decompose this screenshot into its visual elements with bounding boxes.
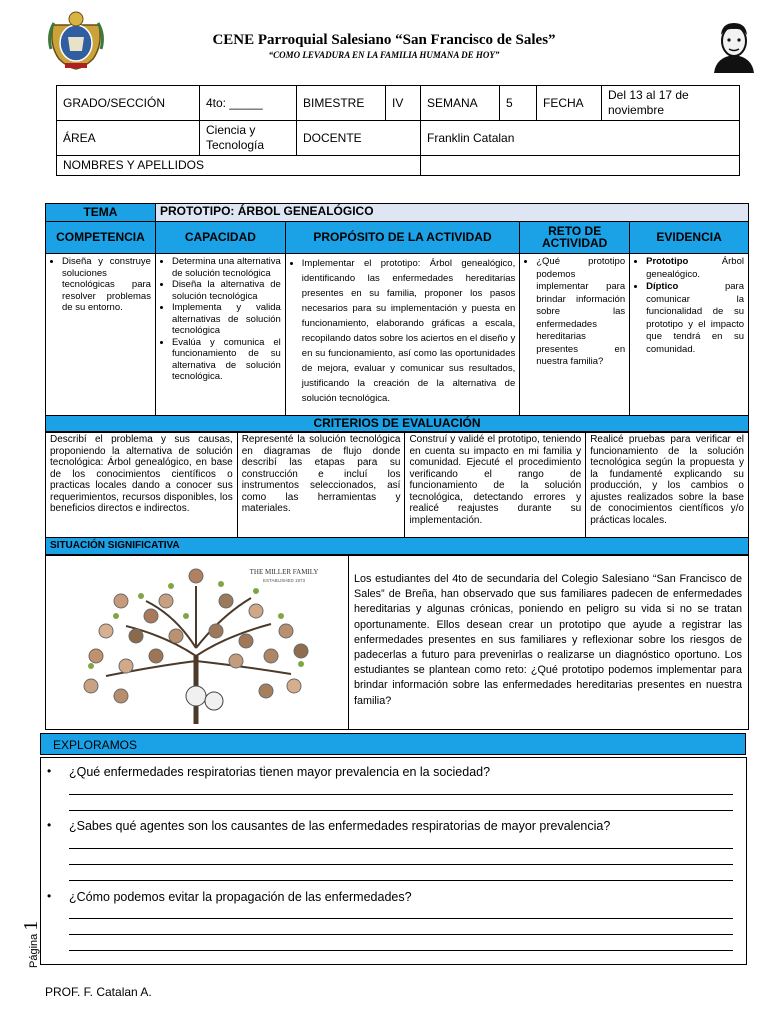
header-capacidad: CAPACIDAD [155,222,285,254]
family-tree-image [46,556,346,729]
capacidad-item: • Determina una alternativa de solución tecnológica [172,256,281,279]
header-competencia: COMPETENCIA [46,222,156,254]
header-evidencia: EVIDENCIA [630,222,749,254]
answer-line-2a[interactable] [69,848,733,849]
competencia-text: • Diseña y construye soluciones tecnológicas para resolver problemas de su entorno. [62,256,151,314]
criterio-4: Realicé pruebas para verificar el funcionamiento de la solución tecnológica según la propuesta y la fundamenté explicando su producción, y los cambios o ajustes realizados sobre la base de conocimientos científicos y/o prácticas locales. [586,432,749,538]
reto-text: • ¿Qué prototipo podemos implementar para brindar información sobre las enfermedades hereditarias presentes en nuestra familia? [536,256,625,369]
nombres-label: NOMBRES Y APELLIDOS [57,156,421,176]
semana-value: 5 [500,86,537,121]
page-number-value: 1 [20,920,42,931]
capacidad-item: • Diseña la alternativa de solución tecnológica [172,279,281,302]
area-label: ÁREA [57,121,200,156]
evidencia-prototipo-desc: Árbol genealógico. [646,256,744,280]
tema-value: PROTOTIPO: ÁRBOL GENEALÓGICO [155,204,748,222]
reto-cell [520,254,630,416]
tree-title: THE MILLER FAMILY [249,568,319,576]
capacidad-item: • Implementa y valida alternativas de solución tecnológica [172,302,281,337]
family-tree-frame [46,556,349,729]
page-label: Página [28,933,40,968]
criterios-table [45,431,749,555]
question-2: ¿Sabes qué agentes son los causantes de las enfermedades respiratorias de mayor prevalencia? [69,819,611,833]
proposito-cell [285,254,519,416]
grado-value: 4to: _____ [200,86,297,121]
question-3: ¿Cómo podemos evitar la propagación de las enfermedades? [69,890,412,904]
plan-table [45,203,749,433]
header-proposito: PROPÓSITO DE LA ACTIVIDAD [285,222,519,254]
criterio-1: Describí el problema y sus causas, proponiendo la alternativa de solución tecnológica: Árbol genealógico, en base de los conocimientos científicos o practicas locales dando a conocer sus requerimientos, recursos disponibles, los beneficios directos e indirectos. [46,432,238,538]
evidencia-diptico: Díptico [646,281,679,292]
footer-prof: PROF. F. Catalan A. [45,985,152,999]
tree-subtitle: ESTABLISHED 1973 [263,578,305,583]
evidencia-prototipo: Prototipo [646,256,689,267]
situacion-box [45,555,749,730]
bimestre-value: IV [386,86,421,121]
semana-label: SEMANA [421,86,500,121]
grado-label: GRADO/SECCIÓN [57,86,200,121]
criterios-title: CRITERIOS DE EVALUACIÓN [46,416,749,433]
answer-line-3c[interactable] [69,950,733,951]
situacion-title: SITUACIÓN SIGNIFICATIVA [46,538,749,555]
area-value: Ciencia y Tecnología [200,121,297,156]
school-name: CENE Parroquial Salesiano “San Francisco de Sales” [212,32,556,48]
proposito-text: • Implementar el prototipo: Árbol genealógico, identificando las enfermedades hereditarias presentes en su familia, proponer los pasos necesarios para su implementación y puesta en funcionamiento, elaborando gráficas a escala, recopilando datos sobre los aciertos en el diseño y en su funcionamiento, así como las oportunidades de mejora, evaluar y comunicar sus resultados, justificando la creación de la alternativa de solución tecnológica. [302,256,515,406]
page-number [20,921,43,968]
bullet-icon: • [47,889,52,903]
criterio-3: Construí y validé el prototipo, teniendo en cuenta su impacto en mi familia y comunidad. Ejecuté el procedimiento verificando el rango de funcionamiento de la solución tecnológica, detectando errores y realicé reajustes durante su implementación. [405,432,586,538]
situacion-text: Los estudiantes del 4to de secundaria del Colegio Salesiano “San Francisco de Sales” de Breña, han observado que sus familiares padecen de enfermedades hereditarias y algunas crónicas, poniendo en peligro su vida si no se tratan oportunamente. Ellos desean crear un prototipo que ayude a registrar las enfermedades presentes en sus familiares y reflexionar sobre los riesgos de padecerlas a futuro para prevenirlas o realizarse un diagnóstico oportuno. Los estudiantes se plantean como reto: ¿Qué prototipo podemos implementar para brindar información sobre las enfermedades hereditarias presentes en nuestra familia? [354,573,742,707]
criterio-2: Representé la solución tecnológica en diagramas de flujo donde describí las etapas para su construcción e incluí los instrumentos seleccionados, así como las herramientas y materiales. [237,432,405,538]
evidencia-cell [630,254,749,416]
answer-line-3b[interactable] [69,934,733,935]
capacidad-item: • Evalúa y comunica el funcionamiento de su alternativa de solución tecnológica. [172,337,281,383]
bullet-icon: • [47,764,52,778]
answer-line-1b[interactable] [69,810,733,811]
docente-value: Franklin Catalan [421,121,740,156]
answer-line-2b[interactable] [69,864,733,865]
answer-line-3a[interactable] [69,918,733,919]
docente-label: DOCENTE [297,121,421,156]
capacidad-cell [155,254,285,416]
nombres-value[interactable] [421,156,740,176]
bullet-icon: • [47,818,52,832]
info-table [56,85,740,176]
exploramos-title: EXPLORAMOS [40,733,746,755]
answer-line-1a[interactable] [69,794,733,795]
bimestre-label: BIMESTRE [297,86,386,121]
competencia-cell [46,254,156,416]
school-motto: “COMO LEVADURA EN LA FAMILIA HUMANA DE HOY” [268,50,500,60]
question-1: ¿Qué enfermedades respiratorias tienen mayor prevalencia en la sociedad? [69,765,491,779]
evidencia-diptico-desc: para comunicar la funcionalidad de su prototipo y el impacto que tendrá en su comunidad. [646,281,744,355]
fecha-label: FECHA [537,86,602,121]
answer-line-2c[interactable] [69,880,733,881]
fecha-value: Del 13 al 17 de noviembre [602,86,740,121]
exploramos-box [40,757,747,965]
tema-label: TEMA [46,204,156,222]
header-reto: RETO DE ACTIVIDAD [520,222,630,254]
evidencia-item [646,281,744,356]
evidencia-item [646,256,744,281]
